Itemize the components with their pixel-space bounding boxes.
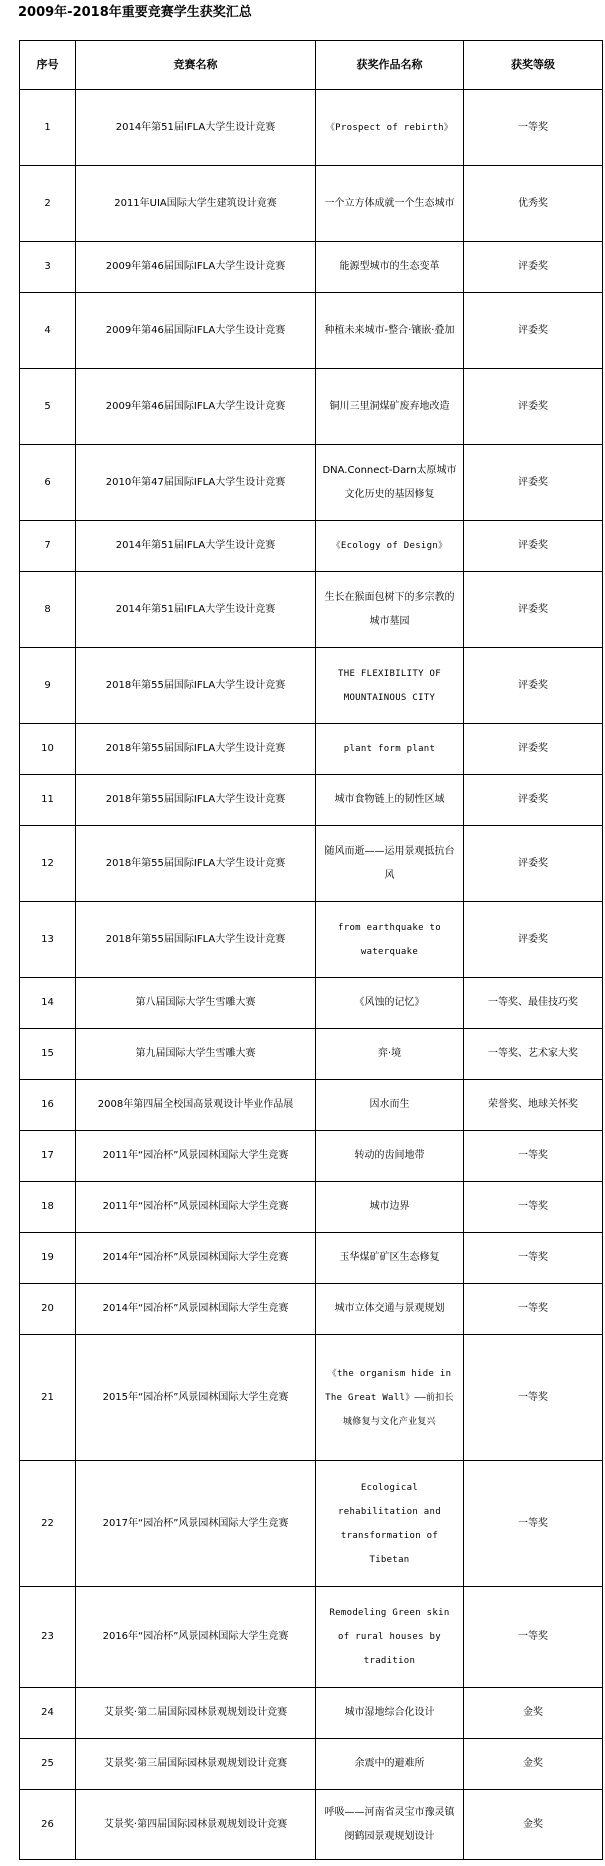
cell-competition: 2018年第55届国际IFLA大学生设计竞赛 [76,775,316,826]
cell-work: 《风蚀的记忆》 [316,978,464,1029]
table-row [20,724,603,775]
table-row [20,1131,603,1182]
cell-work: 生长在猴面包树下的多宗教的城市墓园 [316,572,464,648]
table-row [20,166,603,242]
cell-index: 12 [20,826,76,902]
cell-competition: 2016年“园冶杯”风景园林国际大学生竞赛 [76,1587,316,1688]
table-row [20,775,603,826]
cell-award: 优秀奖 [464,166,603,242]
cell-competition: 2014年第51届IFLA大学生设计竞赛 [76,572,316,648]
cell-index: 10 [20,724,76,775]
cell-award: 评委奖 [464,724,603,775]
cell-work: DNA.Connect-Darn太原城市文化历史的基因修复 [316,445,464,521]
cell-work: 转动的齿间地带 [316,1131,464,1182]
cell-award: 一等奖 [464,1335,603,1461]
cell-competition: 艾景奖·第三届国际园林景观规划设计竞赛 [76,1739,316,1790]
cell-index: 4 [20,293,76,369]
table-row [20,978,603,1029]
cell-index: 23 [20,1587,76,1688]
cell-award: 一等奖 [464,1131,603,1182]
cell-competition: 2014年第51届IFLA大学生设计竞赛 [76,521,316,572]
cell-award: 一等奖 [464,1461,603,1587]
cell-award: 评委奖 [464,242,603,293]
cell-competition: 2015年“园冶杯”风景园林国际大学生竞赛 [76,1335,316,1461]
cell-competition: 第八届国际大学生雪雕大赛 [76,978,316,1029]
cell-competition: 2009年第46届国际IFLA大学生设计竞赛 [76,242,316,293]
table-row [20,1587,603,1688]
awards-table [19,40,603,1860]
cell-work: Ecological rehabilitation and transformation of Tibetan [316,1461,464,1587]
cell-index: 24 [20,1688,76,1739]
cell-competition: 2011年“园冶杯”风景园林国际大学生竞赛 [76,1182,316,1233]
cell-award: 金奖 [464,1790,603,1860]
cell-competition: 2018年第55届国际IFLA大学生设计竞赛 [76,902,316,978]
table-row [20,1080,603,1131]
table-row [20,369,603,445]
cell-index: 22 [20,1461,76,1587]
cell-award: 评委奖 [464,826,603,902]
table-row [20,1335,603,1461]
cell-competition: 2008年第四届全校国高景观设计毕业作品展 [76,1080,316,1131]
cell-award: 一等奖 [464,1587,603,1688]
cell-competition: 2014年“园冶杯”风景园林国际大学生竞赛 [76,1233,316,1284]
cell-work: 城市湿地综合化设计 [316,1688,464,1739]
cell-competition: 艾景奖·第二届国际园林景观规划设计竞赛 [76,1688,316,1739]
cell-competition: 2018年第55届国际IFLA大学生设计竞赛 [76,648,316,724]
table-row [20,1284,603,1335]
cell-award: 评委奖 [464,648,603,724]
table-row [20,1461,603,1587]
cell-award: 评委奖 [464,902,603,978]
cell-work: 《Prospect of rebirth》 [316,90,464,166]
table-row [20,1182,603,1233]
cell-award: 一等奖、艺术家大奖 [464,1029,603,1080]
cell-award: 金奖 [464,1688,603,1739]
cell-index: 2 [20,166,76,242]
cell-work: 能源型城市的生态变革 [316,242,464,293]
cell-competition: 2010年第47届国际IFLA大学生设计竞赛 [76,445,316,521]
cell-award: 一等奖、最佳技巧奖 [464,978,603,1029]
cell-competition: 2011年UIA国际大学生建筑设计竟赛 [76,166,316,242]
cell-index: 11 [20,775,76,826]
cell-competition: 2017年“园冶杯”风景园林国际大学生竞赛 [76,1461,316,1587]
cell-index: 15 [20,1029,76,1080]
cell-work: 城市立体交通与景观规划 [316,1284,464,1335]
table-row [20,1688,603,1739]
cell-work: from earthquake to waterquake [316,902,464,978]
table-header-row [20,41,603,90]
cell-award: 评委奖 [464,572,603,648]
cell-award: 评委奖 [464,775,603,826]
table-row [20,1233,603,1284]
header-index: 序号 [20,41,76,90]
cell-index: 3 [20,242,76,293]
cell-award: 金奖 [464,1739,603,1790]
table-row [20,648,603,724]
cell-award: 评委奖 [464,369,603,445]
table-row [20,826,603,902]
table-row [20,572,603,648]
cell-work: 一个立方体成就一个生态城市 [316,166,464,242]
cell-index: 7 [20,521,76,572]
cell-index: 13 [20,902,76,978]
cell-work: 城市边界 [316,1182,464,1233]
cell-work: 因水而生 [316,1080,464,1131]
table-row [20,445,603,521]
cell-work: 《Ecology of Design》 [316,521,464,572]
cell-index: 25 [20,1739,76,1790]
table-row [20,1029,603,1080]
table-row [20,1739,603,1790]
cell-competition: 2018年第55届国际IFLA大学生设计竞赛 [76,724,316,775]
cell-work: THE FLEXIBILITY OF MOUNTAINOUS CITY [316,648,464,724]
cell-competition: 第九届国际大学生雪雕大赛 [76,1029,316,1080]
cell-index: 16 [20,1080,76,1131]
cell-index: 18 [20,1182,76,1233]
cell-index: 20 [20,1284,76,1335]
cell-work: 玉华煤矿矿区生态修复 [316,1233,464,1284]
table-row [20,242,603,293]
cell-work: 铜川三里洞煤矿废弃地改造 [316,369,464,445]
cell-work: 呼吸——河南省灵宝市豫灵镇阌鹤园景观规划设计 [316,1790,464,1860]
cell-award: 评委奖 [464,445,603,521]
cell-competition: 2014年第51届IFLA大学生设计竞赛 [76,90,316,166]
cell-work: plant form plant [316,724,464,775]
table-row [20,521,603,572]
cell-index: 9 [20,648,76,724]
cell-competition: 2009年第46届国际IFLA大学生设计竞赛 [76,369,316,445]
cell-award: 评委奖 [464,293,603,369]
cell-work: 余震中的避难所 [316,1739,464,1790]
cell-index: 5 [20,369,76,445]
header-work: 获奖作品名称 [316,41,464,90]
table-row [20,902,603,978]
table-row [20,293,603,369]
cell-index: 26 [20,1790,76,1860]
cell-competition: 2009年第46届国际IFLA大学生设计竞赛 [76,293,316,369]
cell-index: 1 [20,90,76,166]
cell-work: 《the organism hide in The Great Wall》——前扣长城修复与文化产业复兴 [316,1335,464,1461]
cell-award: 一等奖 [464,1182,603,1233]
cell-work: 种植未来城市-整合·镶嵌·叠加 [316,293,464,369]
cell-award: 一等奖 [464,1284,603,1335]
cell-competition: 2011年“园冶杯”风景园林国际大学生竞赛 [76,1131,316,1182]
cell-competition: 艾景奖·第四届国际园林景观规划设计竞赛 [76,1790,316,1860]
cell-index: 19 [20,1233,76,1284]
cell-award: 一等奖 [464,1233,603,1284]
cell-index: 14 [20,978,76,1029]
cell-award: 荣誉奖、地球关怀奖 [464,1080,603,1131]
cell-work: 随风而逝——运用景观抵抗台风 [316,826,464,902]
cell-award: 一等奖 [464,90,603,166]
header-award: 获奖等级 [464,41,603,90]
cell-index: 21 [20,1335,76,1461]
header-competition: 竞赛名称 [76,41,316,90]
cell-work: 弈·境 [316,1029,464,1080]
cell-index: 6 [20,445,76,521]
table-row [20,90,603,166]
cell-work: Remodeling Green skin of rural houses by tradition [316,1587,464,1688]
table-row [20,1790,603,1860]
cell-index: 17 [20,1131,76,1182]
cell-competition: 2018年第55届国际IFLA大学生设计竞赛 [76,826,316,902]
cell-index: 8 [20,572,76,648]
cell-work: 城市食物链上的韧性区域 [316,775,464,826]
cell-competition: 2014年“园冶杯”风景园林国际大学生竞赛 [76,1284,316,1335]
cell-award: 评委奖 [464,521,603,572]
page-title: 2009年-2018年重要竞赛学生获奖汇总 [18,5,252,20]
